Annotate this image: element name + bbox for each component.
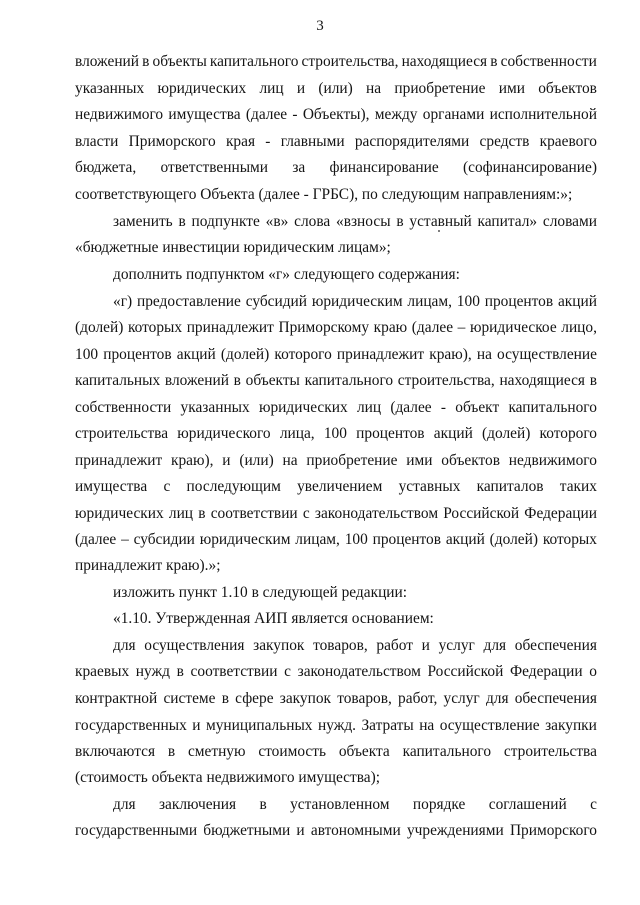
- word: закупки: [545, 717, 597, 734]
- word: объекты: [245, 372, 300, 389]
- word: между: [374, 106, 418, 123]
- word: недвижимого: [508, 452, 597, 469]
- text-line: [75, 742, 597, 762]
- word: 100: [344, 531, 368, 548]
- word: порядке: [412, 796, 466, 813]
- text-line: [75, 79, 597, 99]
- word: включаются: [75, 743, 156, 760]
- word: предоставление: [136, 293, 241, 310]
- word: Затраты: [361, 717, 414, 734]
- word: –: [457, 319, 466, 336]
- word: объекта: [338, 743, 390, 760]
- word: краю),: [170, 452, 214, 469]
- word: (или): [318, 80, 353, 97]
- word: акций: [557, 293, 597, 310]
- text-line: [75, 345, 597, 365]
- word: увеличением: [297, 478, 383, 495]
- word: обеспечения: [514, 690, 597, 707]
- word: автономными: [310, 822, 401, 839]
- text-line: «бюджетные инвестиции юридическим лицам»;: [75, 239, 391, 256]
- word: таких: [559, 478, 597, 495]
- word: принадлежит: [336, 346, 425, 363]
- word: капитал»: [477, 213, 538, 230]
- word: лиц: [168, 505, 194, 522]
- text-line: [75, 477, 597, 497]
- word: процентов: [484, 293, 554, 310]
- word: Приморского: [509, 822, 597, 839]
- word: юридических: [258, 399, 348, 416]
- word: нужд.: [317, 717, 357, 734]
- word: установленном: [290, 796, 390, 813]
- word: субсидий: [245, 293, 308, 310]
- word: уставный: [409, 213, 472, 230]
- word: собственности: [500, 53, 597, 70]
- scan-speck: [438, 230, 440, 232]
- word: юридического: [177, 425, 271, 442]
- word: учреждениями: [406, 822, 504, 839]
- word: за: [292, 159, 306, 176]
- page-number: 3: [316, 18, 324, 34]
- word: акций: [445, 531, 485, 548]
- text-line: [113, 292, 597, 312]
- word: (или): [239, 452, 274, 469]
- word: ими: [498, 80, 525, 97]
- text-line: [75, 662, 597, 682]
- word: объектов: [538, 80, 597, 97]
- word: процентов: [356, 425, 425, 442]
- word: в: [396, 213, 404, 230]
- text-line: изложить пункт 1.10 в следующей редакции:: [113, 584, 408, 601]
- word: Приморскому: [278, 319, 370, 336]
- word: «взносы: [336, 213, 391, 230]
- word: Объекты),: [302, 106, 370, 123]
- word: 100: [323, 425, 347, 442]
- word: и: [222, 452, 231, 469]
- word: капиталов: [476, 478, 544, 495]
- text-line: [75, 158, 597, 178]
- word: уставных: [398, 478, 461, 495]
- text-line: [113, 212, 597, 232]
- word: сметную: [187, 743, 246, 760]
- word: слова: [294, 213, 331, 230]
- text-line: [75, 398, 597, 418]
- word: строительства: [503, 743, 597, 760]
- text-line: [75, 132, 597, 152]
- text-line: [75, 371, 597, 391]
- word: краю),: [429, 346, 472, 363]
- word: собственности: [75, 399, 172, 416]
- word: лиц: [259, 80, 284, 97]
- text-line: принадлежит краю).»;: [75, 557, 221, 574]
- word: работ: [376, 637, 413, 654]
- word: (долей): [75, 319, 124, 336]
- word: которого: [274, 346, 332, 363]
- word: лицам,: [295, 531, 340, 548]
- word: краевых: [75, 663, 130, 680]
- word: указанных: [180, 399, 250, 416]
- word: -: [292, 106, 298, 123]
- text-line: [75, 821, 597, 841]
- text-line: дополнить подпунктом «г» следующего содержания:: [113, 266, 460, 283]
- word: сфере: [235, 690, 274, 707]
- word: в: [178, 213, 186, 230]
- word: власти: [75, 133, 119, 150]
- word: в: [198, 505, 206, 522]
- word: строительства: [75, 425, 169, 442]
- word: услуг: [438, 637, 475, 654]
- word: контрактной: [75, 690, 158, 707]
- word: осуществление: [497, 346, 597, 363]
- word: ими: [406, 452, 433, 469]
- word: для: [483, 637, 507, 654]
- word: краевого: [539, 133, 597, 150]
- word: в: [589, 372, 597, 389]
- word: капитального: [304, 372, 394, 389]
- word: законодательством: [314, 505, 439, 522]
- word: товаров,: [337, 690, 392, 707]
- word: товаров,: [313, 637, 368, 654]
- word: в: [176, 663, 184, 680]
- word: строительства,: [301, 53, 399, 70]
- word: о: [589, 663, 597, 680]
- word: соответствии: [190, 663, 278, 680]
- word: с: [163, 478, 171, 495]
- word: муниципальных: [205, 717, 313, 734]
- word: строительства,: [397, 372, 495, 389]
- word: (долей): [482, 425, 531, 442]
- word: соглашений: [488, 796, 567, 813]
- word: объектов: [441, 452, 500, 469]
- word: процентов: [372, 531, 442, 548]
- word: 100: [75, 346, 99, 363]
- word: лицам,: [407, 293, 452, 310]
- word: капитального: [508, 399, 597, 416]
- word: для: [485, 690, 509, 707]
- word: законодательством: [297, 663, 421, 680]
- word: имущества: [168, 106, 241, 123]
- word: (далее: [411, 319, 454, 336]
- text-line: [113, 636, 597, 656]
- word: (софинансирование): [463, 159, 597, 176]
- word: капитальных: [75, 372, 161, 389]
- word: подпункте: [191, 213, 260, 230]
- word: (далее: [245, 106, 288, 123]
- text-line: соответствующего Объекта (далее - ГРБС), по следующим направлениям:»;: [75, 186, 573, 203]
- word: на: [366, 80, 382, 97]
- word: акций: [176, 346, 216, 363]
- word: 100: [456, 293, 480, 310]
- word: закупок: [279, 690, 332, 707]
- word: объект: [455, 399, 500, 416]
- text-line: [75, 105, 597, 125]
- word: края: [225, 133, 256, 150]
- word: государственными: [75, 822, 198, 839]
- word: нужд: [135, 663, 170, 680]
- word: юридических: [75, 505, 164, 522]
- word: бюджета,: [75, 159, 137, 176]
- word: с: [590, 796, 597, 813]
- word: главными: [280, 133, 345, 150]
- word: (долей): [220, 346, 270, 363]
- word: юридических: [157, 80, 247, 97]
- word: приобретение: [306, 452, 398, 469]
- word: акций: [433, 425, 473, 442]
- word: находящиеся: [499, 372, 585, 389]
- text-line: [75, 318, 597, 338]
- word: указанных: [75, 80, 145, 97]
- text-line: (стоимость объекта недвижимого имущества);: [75, 769, 381, 786]
- word: услуг: [443, 690, 480, 707]
- word: работ,: [398, 690, 438, 707]
- word: лица,: [279, 425, 315, 442]
- word: капитального: [402, 743, 492, 760]
- word: последующим: [186, 478, 281, 495]
- word: в: [490, 53, 498, 70]
- word: «в»: [265, 213, 289, 230]
- word: Приморского: [128, 133, 216, 150]
- word: и: [296, 80, 306, 97]
- text-line: [75, 52, 597, 72]
- word: исполнительной: [489, 106, 597, 123]
- word: краю: [373, 319, 408, 336]
- word: которых: [127, 319, 183, 336]
- word: которого: [539, 425, 597, 442]
- word: Российской: [443, 505, 520, 522]
- word: органами: [422, 106, 485, 123]
- word: субсидии: [133, 531, 195, 548]
- word: и: [296, 822, 305, 839]
- word: лиц: [356, 399, 382, 416]
- word: Федерации: [524, 505, 597, 522]
- text-line: [75, 451, 597, 471]
- word: и: [192, 717, 201, 734]
- word: которых: [542, 531, 597, 548]
- word: лицо,: [561, 319, 597, 336]
- word: на: [419, 717, 435, 734]
- word: для: [113, 796, 136, 813]
- word: обеспечения: [514, 637, 597, 654]
- word: в: [259, 796, 267, 813]
- word: в: [221, 690, 229, 707]
- word: для: [113, 637, 136, 654]
- word: -: [265, 133, 271, 150]
- word: принадлежит: [186, 319, 274, 336]
- word: с: [284, 663, 291, 680]
- text-line: [75, 716, 597, 736]
- word: приобретение: [394, 80, 486, 97]
- word: в: [233, 372, 241, 389]
- word: бюджетными: [203, 822, 291, 839]
- word: и: [421, 637, 430, 654]
- word: осуществление: [439, 717, 540, 734]
- word: «г): [113, 293, 133, 310]
- word: Федерации: [509, 663, 583, 680]
- text-line: [75, 689, 597, 709]
- word: –: [121, 531, 129, 548]
- word: юридическое: [469, 319, 557, 336]
- word: -: [440, 399, 446, 416]
- word: на: [476, 346, 492, 363]
- word: на: [282, 452, 298, 469]
- text-line: [113, 795, 597, 815]
- word: юридическим: [199, 531, 291, 548]
- word: в: [142, 53, 150, 70]
- word: капитального: [209, 53, 299, 70]
- word: объекты: [152, 53, 207, 70]
- word: государственных: [75, 717, 187, 734]
- word: имущества: [75, 478, 148, 495]
- word: системе: [163, 690, 216, 707]
- word: (далее: [75, 531, 117, 548]
- word: процентов: [103, 346, 172, 363]
- word: стоимость: [258, 743, 326, 760]
- text-line: «1.10. Утвержденная АИП является основанием:: [113, 610, 434, 627]
- word: (долей): [489, 531, 538, 548]
- word: (далее: [390, 399, 432, 416]
- word: вложений: [164, 372, 229, 389]
- word: словами: [542, 213, 597, 230]
- word: в: [167, 743, 176, 760]
- word: средств: [479, 133, 530, 150]
- word: финансирование: [329, 159, 439, 176]
- word: принадлежит: [75, 452, 163, 469]
- word: находящиеся: [401, 53, 488, 70]
- word: соответствии: [210, 505, 298, 522]
- word: ответственными: [160, 159, 269, 176]
- word: осуществления: [144, 637, 245, 654]
- text-line: [75, 424, 597, 444]
- word: вложений: [75, 53, 140, 70]
- text-line: [75, 504, 597, 524]
- word: распорядителями: [354, 133, 470, 150]
- word: Российской: [427, 663, 504, 680]
- word: заключения: [158, 796, 237, 813]
- word: юридическим: [311, 293, 403, 310]
- text-line: [75, 530, 597, 550]
- word: закупок: [253, 637, 305, 654]
- word: с: [302, 505, 310, 522]
- word: заменить: [113, 213, 173, 230]
- word: недвижимого: [75, 106, 164, 123]
